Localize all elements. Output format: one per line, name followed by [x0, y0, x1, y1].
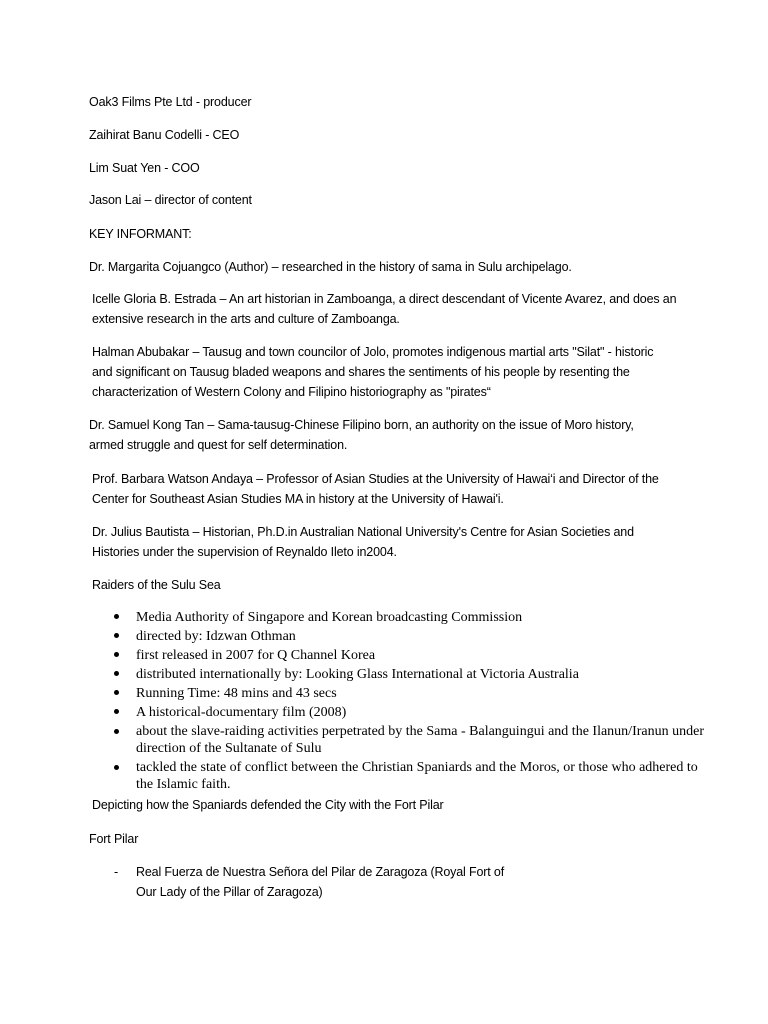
- informant-cojuangco: Dr. Margarita Cojuangco (Author) – researched in the history of sama in Sulu archipelago.: [89, 260, 572, 274]
- credit-director-content: Jason Lai – director of content: [89, 193, 252, 207]
- informant-bautista: Dr. Julius Bautista – Historian, Ph.D.in Australian National University's Centre for Asian Societies and Histories under the supervision of Reynaldo Ileto in2004.: [92, 525, 634, 559]
- list-item: Media Authority of Singapore and Korean broadcasting Commission: [114, 608, 714, 627]
- credit-coo: Lim Suat Yen - COO: [89, 161, 200, 175]
- list-item: distributed internationally by: Looking Glass International at Victoria Australia: [114, 665, 714, 684]
- dash-marker: -: [114, 865, 119, 879]
- bullet-icon: [114, 633, 119, 638]
- list-item: tackled the state of conflict between the Christian Spaniards and the Moros, or those who adhered to the Islamic faith.: [114, 759, 714, 793]
- informant-abubakar: Halman Abubakar – Tausug and town councilor of Jolo, promotes indigenous martial arts "Silat" - historic and significant on Tausug bladed weapons and shares the sentiments of his people by resenting the characterization of Western Colony and Filipino historiography as "pirates“: [92, 345, 654, 399]
- list-item: first released in 2007 for Q Channel Korea: [114, 646, 714, 665]
- informant-tan: Dr. Samuel Kong Tan – Sama-tausug-Chinese Filipino born, an authority on the issue of Moro history, armed struggle and quest for self determination.: [89, 418, 634, 452]
- bullet-icon: [114, 690, 119, 695]
- bullet-icon: [114, 765, 119, 770]
- fort-heading: Fort Pilar: [89, 832, 139, 846]
- depicting-line: Depicting how the Spaniards defended the City with the Fort Pilar: [92, 798, 444, 812]
- informant-estrada: Icelle Gloria B. Estrada – An art historian in Zamboanga, a direct descendant of Vicente Avarez, and does an extensive research in the arts and culture of Zamboanga.: [92, 292, 677, 326]
- list-item: Running Time: 48 mins and 43 secs: [114, 684, 714, 703]
- bullet-icon: [114, 671, 119, 676]
- bullet-icon: [114, 652, 119, 657]
- film-bullet-list: [114, 608, 714, 795]
- list-item: A historical-documentary film (2008): [114, 703, 714, 722]
- list-item: about the slave-raiding activities perpetrated by the Sama - Balanguingui and the Ilanun/Iranun under direction of the Sultanate of Sulu: [114, 723, 714, 757]
- informant-andaya: Prof. Barbara Watson Andaya – Professor of Asian Studies at the University of Hawai‘i and Director of the Center for Southeast Asian Studies MA in history at the University of Hawai'i.: [92, 472, 659, 506]
- list-item: directed by: Idzwan Othman: [114, 627, 714, 646]
- bullet-icon: [114, 709, 119, 714]
- credit-ceo: Zaihirat Banu Codelli - CEO: [89, 128, 240, 142]
- fort-name: Real Fuerza de Nuestra Señora del Pilar de Zaragoza (Royal Fort of Our Lady of the Pillar of Zaragoza): [136, 865, 505, 899]
- bullet-icon: [114, 729, 119, 734]
- bullet-icon: [114, 614, 119, 619]
- credit-producer: Oak3 Films Pte Ltd - producer: [89, 95, 252, 109]
- film-title: Raiders of the Sulu Sea: [92, 578, 221, 592]
- key-informant-heading: KEY INFORMANT:: [89, 227, 192, 241]
